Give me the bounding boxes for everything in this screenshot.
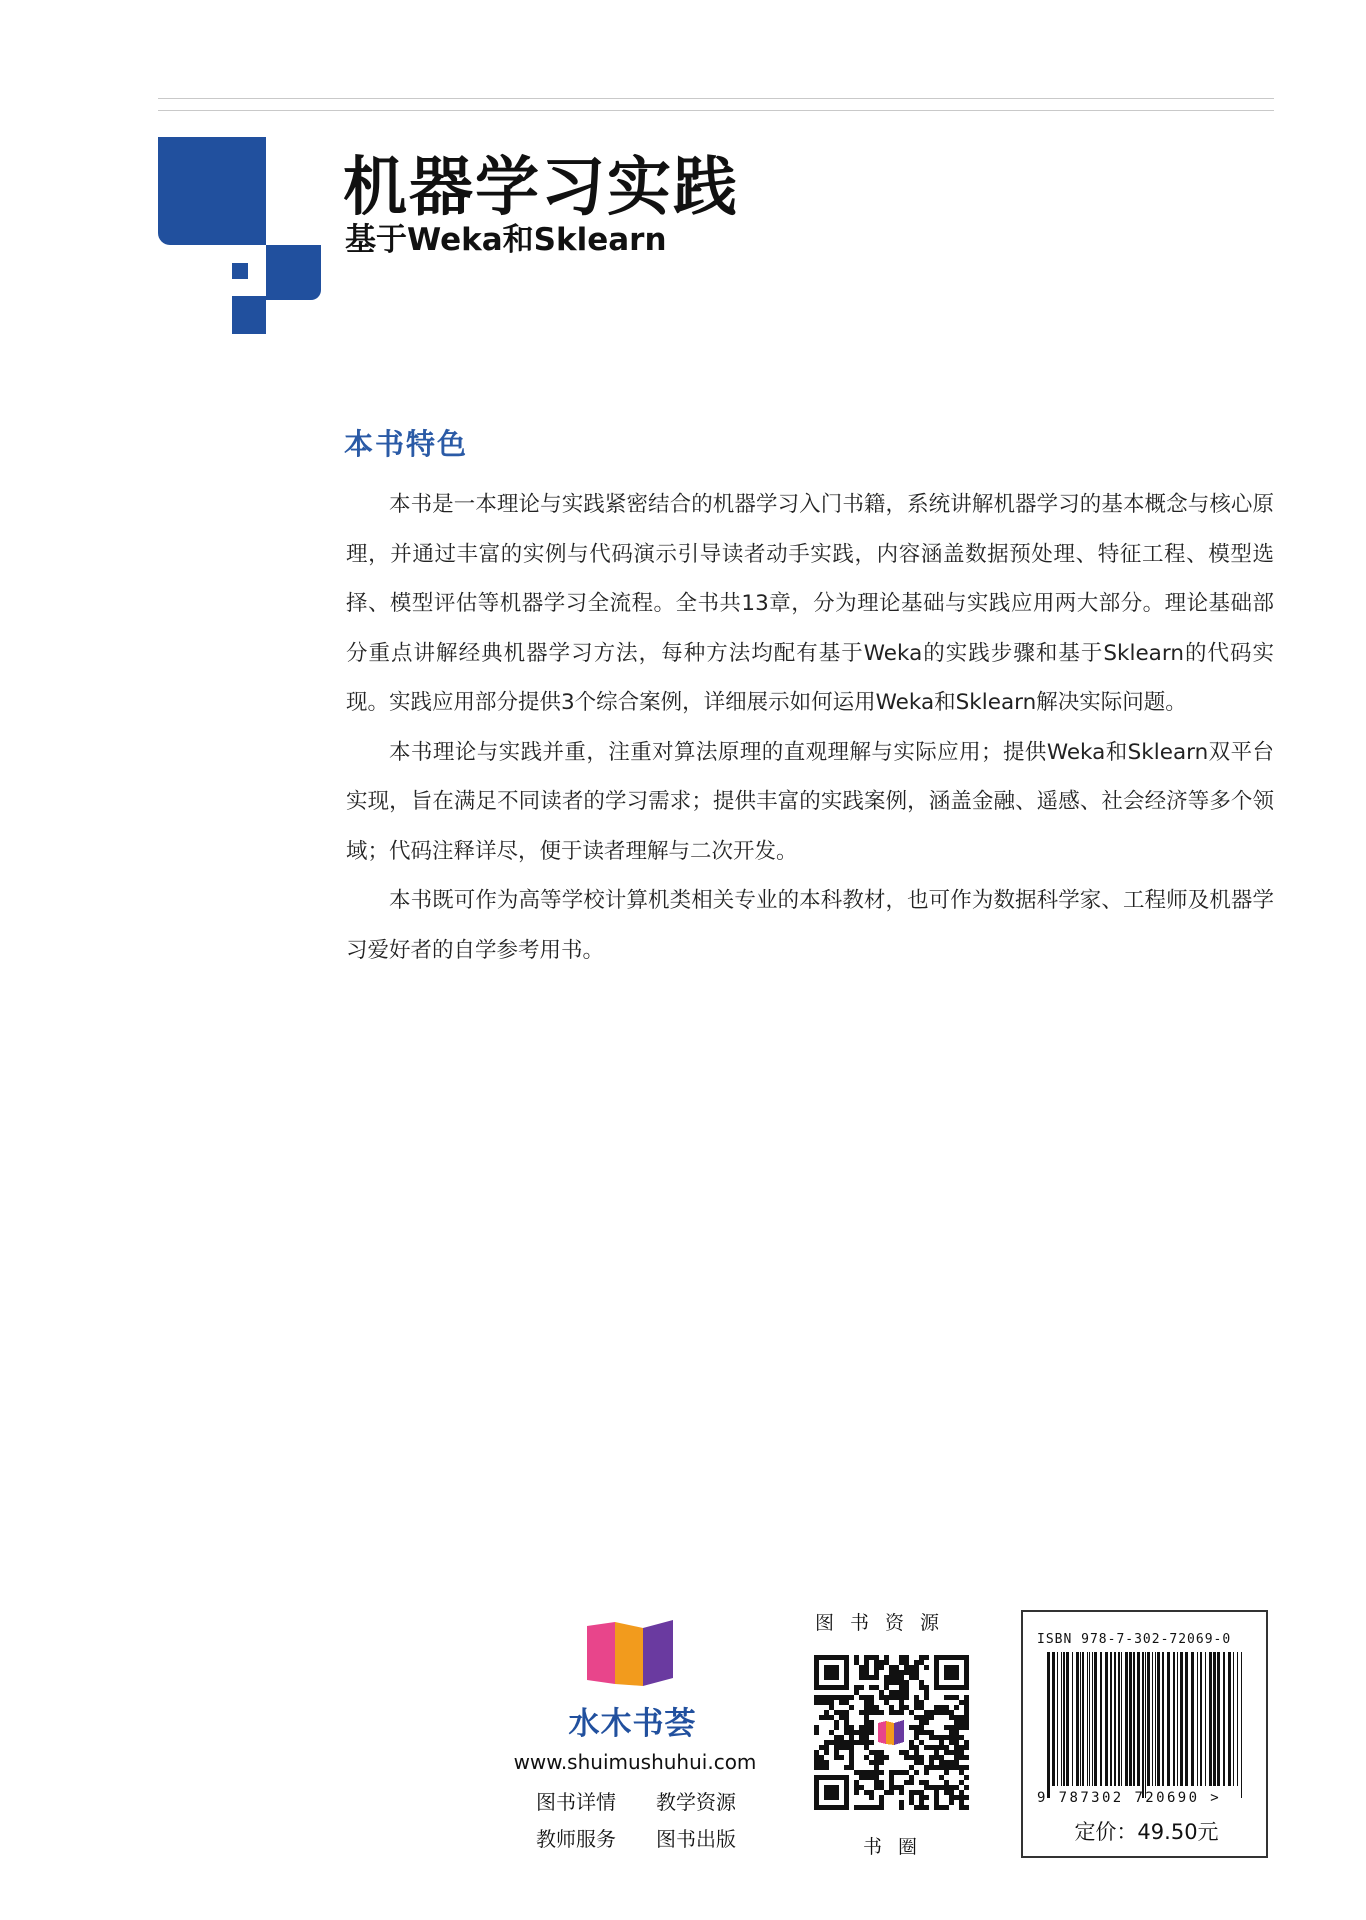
qr-code-icon[interactable] (814, 1655, 969, 1810)
book-price: 定价：49.50元 (1074, 1820, 1219, 1844)
book-subtitle: 基于Weka和Sklearn (345, 222, 667, 258)
publisher-links-row (536, 1786, 736, 1815)
top-rule (158, 98, 1274, 99)
features-body (346, 480, 1274, 975)
logo-block-small (232, 263, 248, 279)
features-paragraph: 本书既可作为高等学校计算机类相关专业的本科教材，也可作为数据科学家、工程师及机器学习爱好者的自学参考用书。 (346, 888, 1274, 963)
barcode-icon (1045, 1652, 1245, 1798)
qr-title: 图书资源 (815, 1612, 956, 1634)
link-book-publishing[interactable]: 图书出版 (656, 1827, 736, 1851)
features-paragraph: 本书是一本理论与实践紧密结合的机器学习入门书籍，系统讲解机器学习的基本概念与核心原理，并通过丰富的实例与代码演示引导读者动手实践，内容涵盖数据预处理、特征工程、模型选择、模型评估等机器学习全流程。全书共13章，分为理论基础与实践应用两大部分。理论基础部分重点讲解经典机器学习方法，每种方法均配有基于Weka的实践步骤和基于Sklearn的代码实现。实践应用部分提供3个综合案例，详细展示如何运用Weka和Sklearn解决实际问题。 (346, 492, 1274, 715)
publisher-book-logo-icon (585, 1618, 675, 1688)
barcode-digits: 9 787302 720690 > (1037, 1790, 1222, 1806)
logo-block-tail (232, 296, 266, 334)
qr-caption: 书圈 (863, 1836, 934, 1858)
features-heading: 本书特色 (344, 427, 469, 461)
publisher-links-row (536, 1823, 736, 1852)
link-teaching-resources[interactable]: 教学资源 (656, 1790, 736, 1814)
book-title: 机器学习实践 (343, 151, 739, 225)
link-book-details[interactable]: 图书详情 (536, 1790, 616, 1814)
logo-block-large (158, 137, 266, 245)
top-rule-secondary (158, 110, 1274, 111)
logo-block-medium (266, 245, 321, 300)
isbn-barcode-box (1021, 1610, 1268, 1858)
features-paragraph: 本书理论与实践并重，注重对算法原理的直观理解与实际应用；提供Weka和Sklearn双平台实现，旨在满足不同读者的学习需求；提供丰富的实践案例，涵盖金融、遥感、社会经济等多个领域；代码注释详尽，便于读者理解与二次开发。 (346, 739, 1274, 864)
isbn-label: ISBN 978-7-302-72069-0 (1037, 1632, 1232, 1647)
publisher-name: 水木书荟 (568, 1706, 697, 1742)
publisher-url[interactable]: www.shuimushuhui.com (513, 1750, 757, 1774)
link-teacher-service[interactable]: 教师服务 (536, 1827, 616, 1851)
